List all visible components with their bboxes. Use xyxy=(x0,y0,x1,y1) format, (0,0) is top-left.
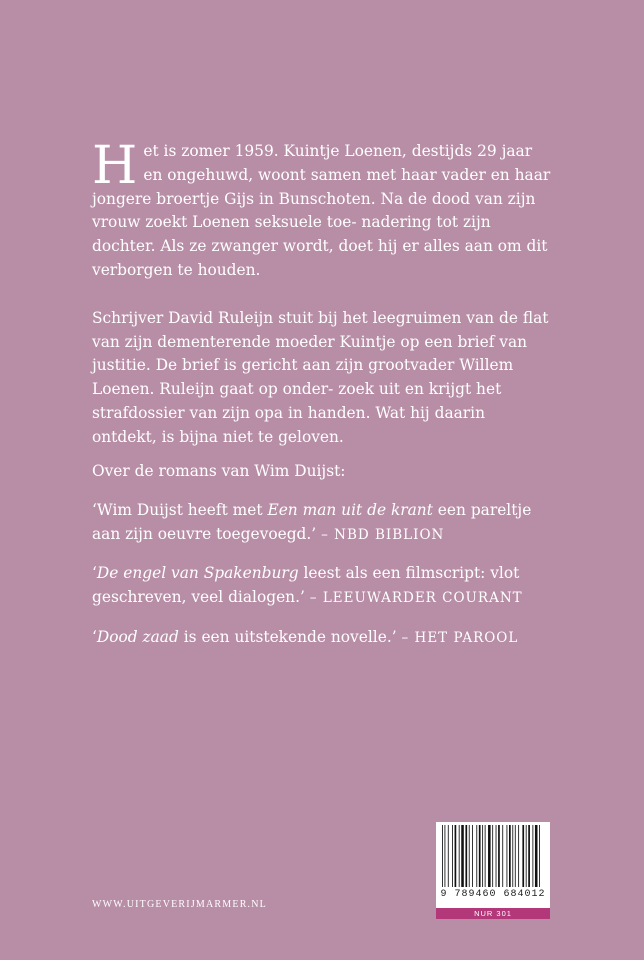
review-text: is een uitstekende novelle.’ xyxy=(178,627,397,646)
barcode-icon xyxy=(440,825,546,889)
review-text: ‘Wim Duijst heeft met xyxy=(92,500,268,519)
review-book-title: De engel van Spakenburg xyxy=(96,564,299,583)
review-source: – LEEUWARDER COURANT xyxy=(309,590,523,607)
reviews-heading: Over de romans van Wim Duijst: xyxy=(92,462,346,480)
review-source: – NBD BIBLION xyxy=(321,526,445,543)
review-book-title: Een man uit de krant xyxy=(267,500,433,519)
blurb-paragraph-1-text: et is zomer 1959. Kuintje Loenen, destijds 29 jaar en ongehuwd, woont samen met haar vader en haar jongere broertje Gijs in Bunschoten. Na de dood van zijn vrouw zoekt Loenen seksuele toe- nadering tot zijn dochter. Als ze zwanger wordt, doet hij er alles aan om dit verborgen te houden. xyxy=(92,142,551,279)
isbn-barcode xyxy=(436,822,550,908)
publisher-website: WWW.UITGEVERIJMARMER.NL xyxy=(92,899,267,910)
nur-label: NUR 301 xyxy=(436,908,550,919)
blurb xyxy=(92,136,554,450)
blurb-paragraph-2: Schrijver David Ruleijn stuit bij het leegruimen van de flat van zijn dementerende moeder Kuintje op een brief van justitie. De brief is gericht aan zijn grootvader Willem Loenen. Ruleijn gaat op onder- zoek uit en krijgt het strafdossier van zijn opa in handen. Wat hij daarin ontdekt, is bijna niet te geloven. xyxy=(92,308,549,446)
review-book-title: Dood zaad xyxy=(96,627,179,646)
reviews-section xyxy=(92,460,554,666)
review-text: een pareltje aan zijn oeuvre toegevoegd.’ xyxy=(92,500,532,543)
review-quote xyxy=(92,499,554,548)
review-quote xyxy=(92,562,554,611)
isbn-number: 9 789460 684012 xyxy=(440,889,546,900)
review-text: ‘ xyxy=(92,627,97,646)
review-text: leest als een filmscript: vlot geschreven, veel dialogen.’ xyxy=(92,564,520,607)
review-text: ‘ xyxy=(92,564,97,583)
review-quote xyxy=(92,626,554,651)
blurb-paragraph-1 xyxy=(92,136,554,283)
review-source: – HET PAROOL xyxy=(401,629,519,646)
drop-cap: H xyxy=(92,136,138,196)
